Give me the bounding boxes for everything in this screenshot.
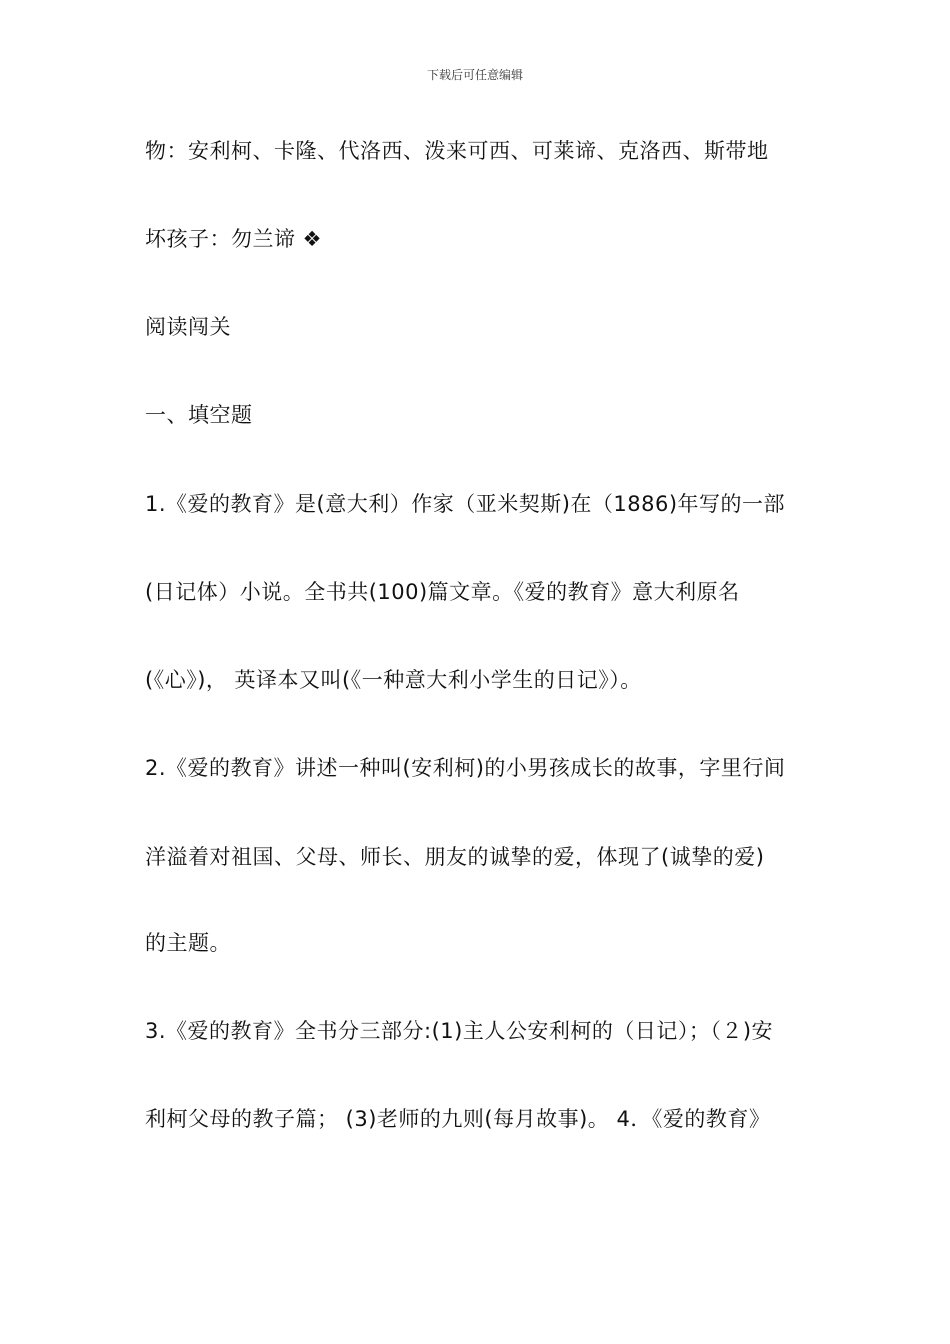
question-1-line-1: 1.《爱的教育》是(意大利）作家（亚米契斯)在（1886)年写的一部 [145,492,786,516]
question-2-line-3: 的主题。 [145,931,231,955]
question-1-line-3: (《心》)， 英译本又叫(《一种意大利小学生的日记》）。 [145,668,642,692]
question-3-line-2: 利柯父母的教子篇； (3)老师的九则(每月故事)。 4．《爱的教育》 [145,1107,771,1131]
text-line-characters: 物：安利柯、卡隆、代洛西、泼来可西、可莱谛、克洛西、斯带地 [145,139,769,163]
text-line-bad-child: 坏孩子：勿兰谛 ❖ [145,227,323,251]
question-3-line-1: 3.《爱的教育》全书分三部分:(1)主人公安利柯的（日记）；（２)安 [145,1019,774,1043]
question-2-line-1: 2.《爱的教育》讲述一种叫(安利柯)的小男孩成长的故事，字里行间 [145,756,786,780]
section-heading-fill-blank: 一、填空题 [145,403,253,427]
question-2-line-2: 洋溢着对祖国、父母、师长、朋友的诚挚的爱，体现了(诚挚的爱) [145,845,765,869]
section-heading-reading: 阅读闯关 [145,315,231,339]
header-note: 下载后可任意编辑 [426,68,523,82]
question-1-line-2: (日记体）小说。全书共(100)篇文章。《爱的教育》意大利原名 [145,580,740,604]
